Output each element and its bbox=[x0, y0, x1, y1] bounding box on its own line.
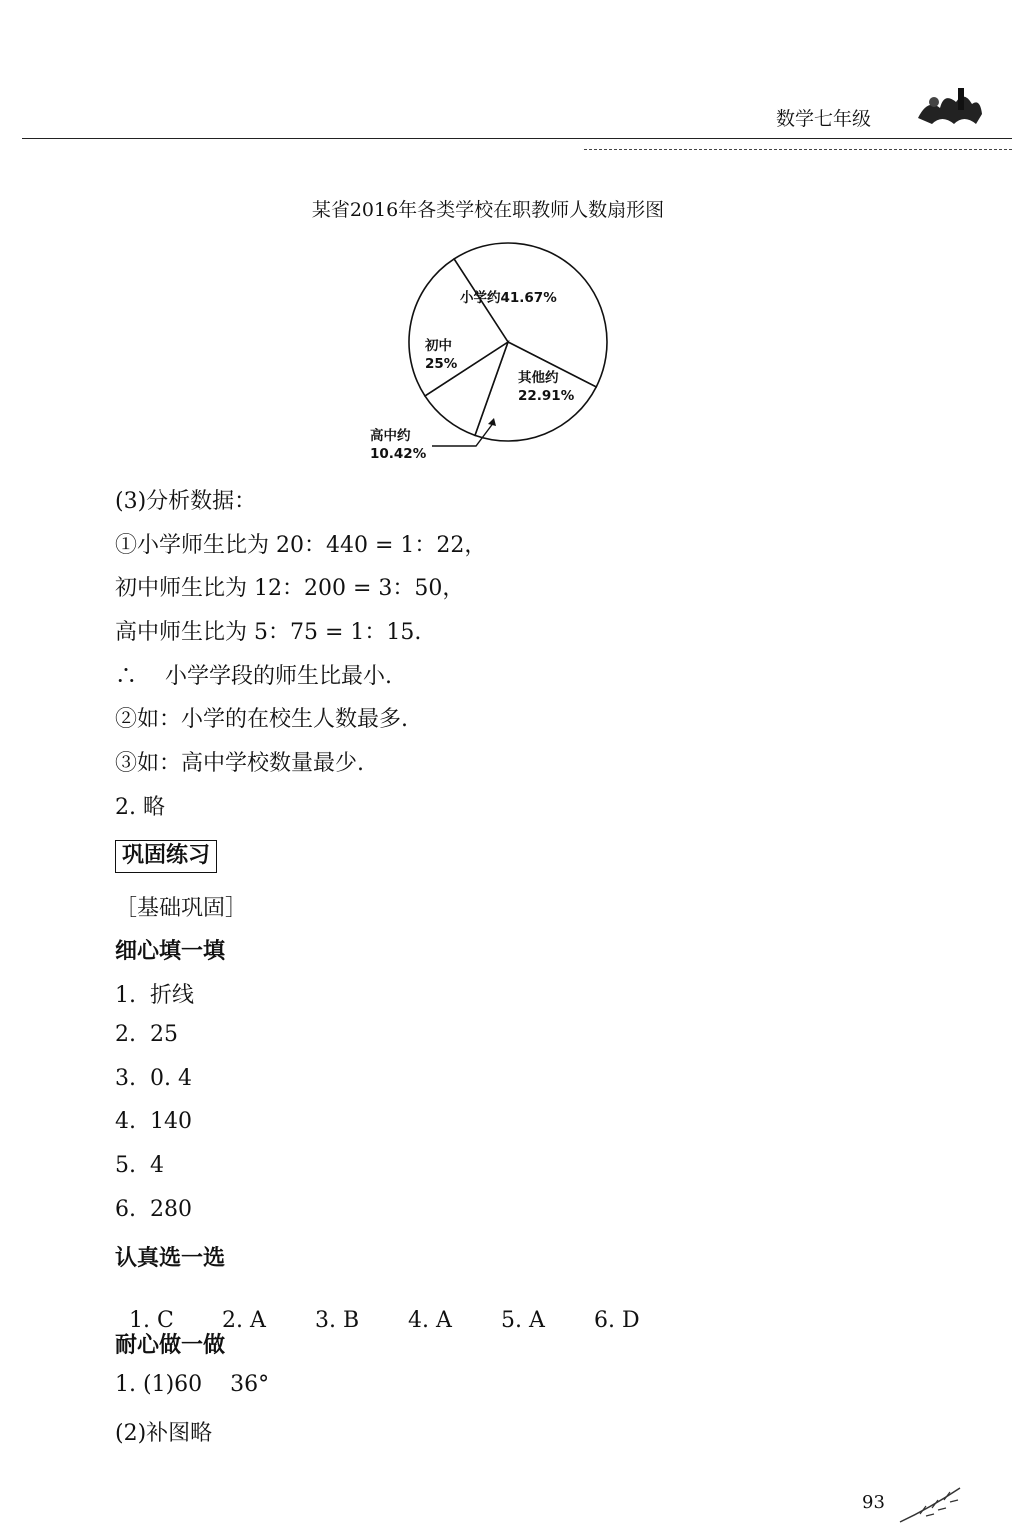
chart-title: 某省2016年各类学校在职教师人数扇形图 bbox=[311, 199, 665, 221]
fill-answer-5: 5. 4 bbox=[115, 1153, 164, 1178]
pie-label-3: 高中约 bbox=[370, 428, 411, 444]
answer-2: 2. 略 bbox=[115, 795, 165, 820]
example-2: ②如：小学的在校生人数最多. bbox=[115, 707, 408, 732]
page-corner-ornament-icon bbox=[890, 1478, 1010, 1526]
fill-heading: 细心填一填 bbox=[115, 939, 226, 964]
fill-answer-2: 2. 25 bbox=[115, 1022, 178, 1047]
choice-answer-2: 2. A bbox=[222, 1308, 266, 1333]
ratio-junior: 初中师生比为 12：200 = 3：50， bbox=[115, 576, 465, 601]
header-logo-icon bbox=[914, 84, 986, 130]
header-title: 数学七年级 bbox=[776, 108, 872, 130]
choice-answer-1: 1. C bbox=[129, 1308, 174, 1333]
conclusion: ∴ 小学学段的师生比最小. bbox=[115, 664, 392, 689]
choice-answer-6: 6. D bbox=[594, 1308, 640, 1333]
fill-answer-1: 1. 折线 bbox=[115, 983, 194, 1008]
fill-answer-4: 4. 140 bbox=[115, 1109, 192, 1134]
choice-answer-4: 4. A bbox=[408, 1308, 452, 1333]
ratio-primary: ①小学师生比为 20：440 = 1：22， bbox=[115, 533, 487, 558]
choice-answer-5: 5. A bbox=[501, 1308, 545, 1333]
pie-label-4: 初中 bbox=[425, 338, 452, 354]
ratio-senior: 高中师生比为 5：75 = 1：15. bbox=[115, 620, 422, 645]
section-box bbox=[115, 838, 217, 869]
example-3: ③如：高中学校数量最少. bbox=[115, 751, 364, 776]
choice-answers bbox=[115, 1283, 687, 1333]
page-number: 93 bbox=[862, 1492, 885, 1513]
analysis-heading: (3)分析数据： bbox=[115, 489, 257, 514]
patience-answer-1: 1. (1)60 36° bbox=[115, 1372, 270, 1397]
header-rule bbox=[22, 138, 1012, 139]
pie-value-4: 25% bbox=[425, 356, 458, 372]
pie-value-2: 22.91% bbox=[518, 388, 575, 404]
fill-answer-6: 6. 280 bbox=[115, 1197, 192, 1222]
section-box-label: 巩固练习 bbox=[115, 840, 217, 873]
header-dashed-rule bbox=[584, 149, 1012, 150]
choice-answer-3: 3. B bbox=[315, 1308, 360, 1333]
patience-answer-2: (2)补图略 bbox=[115, 1421, 213, 1446]
choice-heading: 认真选一选 bbox=[115, 1246, 226, 1271]
pie-label-1: 小学约41.67% bbox=[460, 290, 557, 306]
pie-label-2: 其他约 bbox=[518, 370, 559, 386]
subsection-label: ［基础巩固］ bbox=[115, 896, 248, 921]
pie-chart bbox=[370, 232, 620, 472]
pie-value-3: 10.42% bbox=[370, 446, 427, 462]
patience-heading: 耐心做一做 bbox=[115, 1333, 226, 1358]
fill-answer-3: 3. 0. 4 bbox=[115, 1066, 192, 1091]
